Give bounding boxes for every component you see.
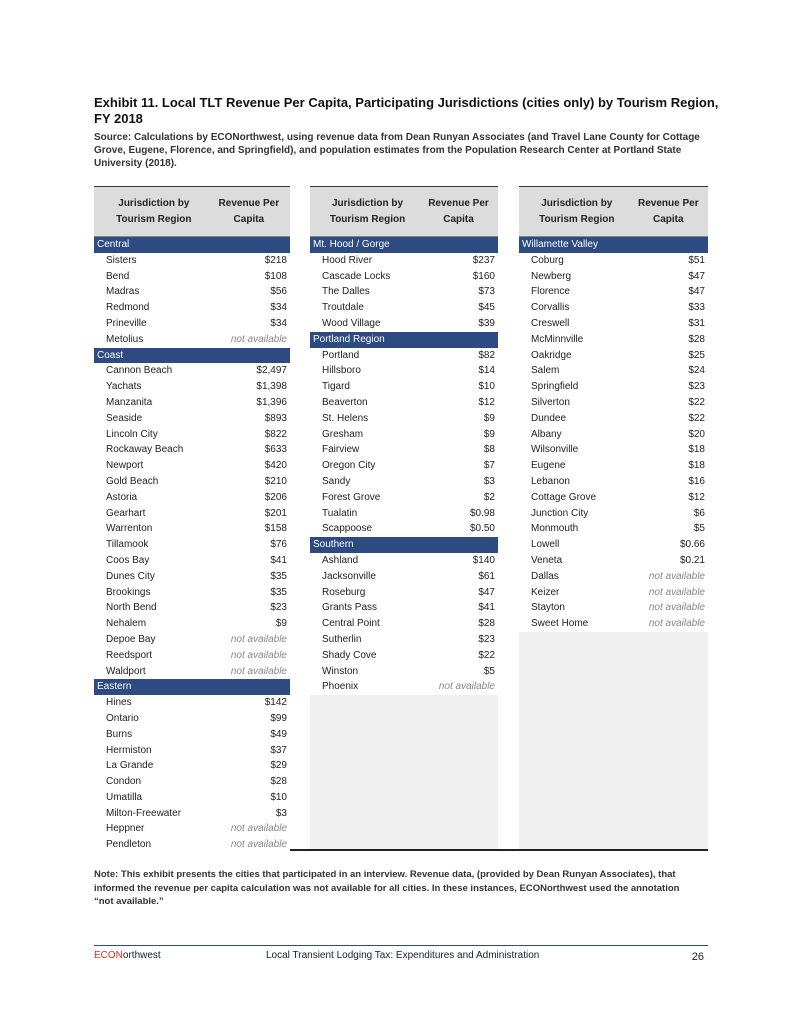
revenue-value: $8 (483, 444, 495, 456)
table-row (310, 664, 498, 680)
table-row (94, 585, 290, 601)
city-name: Gearhart (106, 507, 146, 519)
table-row (310, 490, 498, 506)
table-row (310, 458, 498, 474)
city-name: Milton-Freewater (106, 807, 182, 819)
city-name: Creswell (531, 317, 570, 329)
city-name: Tigard (322, 381, 350, 393)
revenue-value: $210 (264, 475, 287, 487)
revenue-value: $5 (693, 523, 705, 535)
table-row (94, 616, 290, 632)
table-row (519, 411, 708, 427)
header-revenue: Revenue Per Capita (638, 197, 699, 225)
revenue-value: not available (230, 839, 287, 851)
revenue-value: $61 (478, 570, 495, 582)
revenue-value: $9 (483, 428, 495, 440)
revenue-value: $41 (270, 554, 287, 566)
table-row (310, 679, 498, 695)
revenue-value: $35 (270, 586, 287, 598)
revenue-value: $20 (688, 428, 705, 440)
table-row (310, 427, 498, 443)
table-row (94, 774, 290, 790)
city-name: Newport (106, 460, 144, 472)
revenue-value: $49 (270, 728, 287, 740)
table-row (94, 427, 290, 443)
table-row (519, 253, 708, 269)
city-name: Brookings (106, 586, 151, 598)
revenue-value: $33 (688, 302, 705, 314)
city-name: Albany (531, 428, 562, 440)
revenue-value: $47 (478, 586, 495, 598)
table-row (310, 521, 498, 537)
document-title: Local Transient Lodging Tax: Expenditures and Administration (266, 950, 540, 961)
revenue-value: $0.50 (469, 523, 495, 535)
table-row (94, 332, 290, 348)
table-row (310, 253, 498, 269)
revenue-value: $5 (483, 665, 495, 677)
city-name: St. Helens (322, 412, 369, 424)
revenue-value: $76 (270, 539, 287, 551)
table-row (94, 600, 290, 616)
city-name: Hines (106, 697, 132, 709)
revenue-value: $29 (270, 760, 287, 772)
table-row (519, 300, 708, 316)
revenue-value: $25 (688, 349, 705, 361)
table-row (519, 553, 708, 569)
header-jurisdiction: Jurisdiction by Tourism Region (539, 197, 615, 225)
table-row (94, 521, 290, 537)
revenue-value: not available (230, 333, 287, 345)
column-body (94, 237, 290, 853)
city-name: Burns (106, 728, 133, 740)
city-name: Ontario (106, 712, 139, 724)
city-name: Waldport (106, 665, 146, 677)
revenue-value: $1,398 (256, 381, 287, 393)
table-row (519, 379, 708, 395)
table-row (94, 806, 290, 822)
table-row (94, 253, 290, 269)
revenue-value: $34 (270, 317, 287, 329)
revenue-value: $24 (688, 365, 705, 377)
table-row (519, 332, 708, 348)
revenue-value: $10 (478, 381, 495, 393)
city-name: Roseburg (322, 586, 366, 598)
city-name: Wilsonville (531, 444, 579, 456)
table-row (310, 395, 498, 411)
revenue-value: $56 (270, 286, 287, 298)
revenue-value: $10 (270, 791, 287, 803)
city-name: Forest Grove (322, 491, 381, 503)
city-name: Fairview (322, 444, 360, 456)
revenue-value: $23 (688, 381, 705, 393)
table-row (94, 553, 290, 569)
city-name: Tillamook (106, 539, 149, 551)
table-row (94, 379, 290, 395)
table-row (519, 284, 708, 300)
region-header: Willamette Valley (519, 237, 708, 253)
revenue-value: $16 (688, 475, 705, 487)
table-row (310, 284, 498, 300)
revenue-value: $34 (270, 302, 287, 314)
table-row (519, 363, 708, 379)
revenue-value: $23 (478, 633, 495, 645)
header-jurisdiction: Jurisdiction by Tourism Region (116, 197, 192, 225)
city-name: Redmond (106, 302, 150, 314)
table-row (519, 569, 708, 585)
table-row (310, 648, 498, 664)
revenue-value: not available (230, 633, 287, 645)
city-name: Bend (106, 270, 130, 282)
revenue-value: $31 (688, 317, 705, 329)
page-footer (94, 945, 708, 969)
table-row (310, 442, 498, 458)
revenue-value: $22 (478, 649, 495, 661)
city-name: North Bend (106, 602, 157, 614)
table-row (310, 506, 498, 522)
table-row (94, 758, 290, 774)
city-name: Sutherlin (322, 633, 362, 645)
city-name: Cottage Grove (531, 491, 597, 503)
table-row (94, 727, 290, 743)
city-name: McMinnville (531, 333, 584, 345)
revenue-value: not available (230, 823, 287, 835)
city-name: Reedsport (106, 649, 153, 661)
revenue-value: $1,396 (256, 396, 287, 408)
table-row (519, 537, 708, 553)
revenue-value: $12 (478, 396, 495, 408)
city-name: Hillsboro (322, 365, 361, 377)
header-revenue: Revenue Per Capita (218, 197, 280, 225)
table-row (94, 743, 290, 759)
revenue-value: $28 (478, 618, 495, 630)
city-name: Grants Pass (322, 602, 378, 614)
table-row (94, 821, 290, 837)
city-name: Cascade Locks (322, 270, 391, 282)
table-row (519, 616, 708, 632)
revenue-value: $12 (688, 491, 705, 503)
city-name: Lincoln City (106, 428, 158, 440)
table-row (94, 284, 290, 300)
table-row (94, 837, 290, 853)
city-name: Jacksonville (322, 570, 376, 582)
revenue-value: $218 (264, 254, 287, 266)
table-row (519, 521, 708, 537)
revenue-value: $28 (688, 333, 705, 345)
city-name: Dunes City (106, 570, 155, 582)
header-revenue: Revenue Per Capita (428, 197, 489, 225)
table-row (94, 632, 290, 648)
table-row (519, 458, 708, 474)
city-name: Wood Village (322, 317, 381, 329)
revenue-value: not available (230, 665, 287, 677)
revenue-value: $23 (270, 602, 287, 614)
revenue-value: $633 (264, 444, 287, 456)
city-name: Gold Beach (106, 475, 159, 487)
city-name: Sweet Home (531, 618, 589, 630)
city-name: Springfield (531, 381, 579, 393)
city-name: Madras (106, 286, 140, 298)
table-row (310, 616, 498, 632)
table-row (310, 474, 498, 490)
table-row (94, 664, 290, 680)
city-name: Ashland (322, 554, 359, 566)
revenue-value: $47 (688, 270, 705, 282)
revenue-value: $158 (264, 523, 287, 535)
revenue-value: $14 (478, 365, 495, 377)
city-name: Seaside (106, 412, 143, 424)
city-name: Prineville (106, 317, 147, 329)
revenue-value: $6 (693, 507, 705, 519)
revenue-value: not available (648, 602, 705, 614)
table-row (94, 648, 290, 664)
table-column-3 (519, 186, 708, 849)
table-row (94, 269, 290, 285)
revenue-value: $9 (483, 412, 495, 424)
revenue-value: $0.66 (679, 539, 705, 551)
revenue-value: $35 (270, 570, 287, 582)
city-name: Scappoose (322, 523, 373, 535)
city-name: Shady Cove (322, 649, 377, 661)
city-name: Coos Bay (106, 554, 150, 566)
city-name: Portland (322, 349, 360, 361)
city-name: Metolius (106, 333, 144, 345)
revenue-value: $39 (478, 317, 495, 329)
table-row (94, 458, 290, 474)
table-row (94, 490, 290, 506)
table-row (519, 269, 708, 285)
city-name: Dundee (531, 412, 567, 424)
table-row (94, 711, 290, 727)
table-row (519, 442, 708, 458)
table-row (519, 585, 708, 601)
revenue-value: $206 (264, 491, 287, 503)
table-row (94, 300, 290, 316)
city-name: Stayton (531, 602, 565, 614)
city-name: Corvallis (531, 302, 570, 314)
revenue-value: $160 (472, 270, 495, 282)
revenue-value: $0.98 (469, 507, 495, 519)
table-row (519, 348, 708, 364)
city-name: Coburg (531, 254, 564, 266)
region-header: Central (94, 237, 290, 253)
revenue-value: $822 (264, 428, 287, 440)
table-row (94, 363, 290, 379)
city-name: The Dalles (322, 286, 370, 298)
table-row (519, 316, 708, 332)
city-name: Warrenton (106, 523, 153, 535)
revenue-value: $201 (264, 507, 287, 519)
revenue-value: not available (648, 586, 705, 598)
table-row (94, 316, 290, 332)
revenue-value: $51 (688, 254, 705, 266)
table-row (310, 600, 498, 616)
city-name: Tualatin (322, 507, 358, 519)
revenue-value: $108 (264, 270, 287, 282)
city-name: Eugene (531, 460, 566, 472)
revenue-value: $140 (472, 554, 495, 566)
table-row (94, 395, 290, 411)
table-row (519, 427, 708, 443)
revenue-value: $22 (688, 396, 705, 408)
exhibit-title: Exhibit 11. Local TLT Revenue Per Capita, Participating Jurisdictions (cities only) by Tourism Region, FY 2018 (94, 95, 719, 126)
revenue-value: $9 (275, 618, 287, 630)
table-row (94, 474, 290, 490)
city-name: Lowell (531, 539, 560, 551)
table-row (310, 363, 498, 379)
region-header: Portland Region (310, 332, 498, 348)
city-name: Phoenix (322, 681, 359, 693)
table-row (94, 442, 290, 458)
revenue-value: $41 (478, 602, 495, 614)
city-name: Sisters (106, 254, 137, 266)
table-row (94, 569, 290, 585)
revenue-value: $45 (478, 302, 495, 314)
city-name: Junction City (531, 507, 589, 519)
region-header: Coast (94, 348, 290, 364)
city-name: Winston (322, 665, 359, 677)
revenue-value: $99 (270, 712, 287, 724)
column-body (519, 237, 708, 632)
city-name: Central Point (322, 618, 380, 630)
city-name: Silverton (531, 396, 570, 408)
city-name: Keizer (531, 586, 560, 598)
city-name: Hood River (322, 254, 373, 266)
city-name: Gresham (322, 428, 364, 440)
column-header (94, 187, 290, 237)
city-name: Oakridge (531, 349, 572, 361)
column-header (519, 187, 708, 237)
table-row (310, 553, 498, 569)
revenue-value: $2,497 (256, 365, 287, 377)
table-row (519, 490, 708, 506)
city-name: Pendleton (106, 839, 152, 851)
table-row (310, 569, 498, 585)
region-header: Mt. Hood / Gorge (310, 237, 498, 253)
region-header: Eastern (94, 679, 290, 695)
table-row (310, 585, 498, 601)
table-row (310, 632, 498, 648)
table-row (519, 506, 708, 522)
table-row (310, 316, 498, 332)
revenue-value: $3 (275, 807, 287, 819)
revenue-value: $142 (264, 697, 287, 709)
city-name: La Grande (106, 760, 154, 772)
revenue-value: $7 (483, 460, 495, 472)
city-name: Depoe Bay (106, 633, 156, 645)
revenue-value: $37 (270, 744, 287, 756)
table-row (94, 411, 290, 427)
city-name: Beaverton (322, 396, 368, 408)
revenue-value: $2 (483, 491, 495, 503)
table-row (310, 379, 498, 395)
note-text: Note: This exhibit presents the cities that participated in an interview. Revenue data, (provided by Dean Runyan Associates), that informed the revenue per capita calculation was not available for all cities. In these instances, ECONorthwest used the annotation “not available.” (94, 869, 680, 907)
revenue-value: not available (438, 681, 495, 693)
city-name: Heppner (106, 823, 145, 835)
city-name: Newberg (531, 270, 572, 282)
region-header: Southern (310, 537, 498, 553)
revenue-value: $28 (270, 776, 287, 788)
city-name: Astoria (106, 491, 138, 503)
table-row (94, 537, 290, 553)
city-name: Yachats (106, 381, 142, 393)
city-name: Lebanon (531, 475, 570, 487)
table-row (94, 695, 290, 711)
city-name: Salem (531, 365, 560, 377)
revenue-value: $0.21 (679, 554, 705, 566)
table-row (94, 790, 290, 806)
table-column-2 (310, 186, 498, 849)
revenue-value: $18 (688, 444, 705, 456)
revenue-value: not available (230, 649, 287, 661)
city-name: Dallas (531, 570, 559, 582)
header-jurisdiction: Jurisdiction by Tourism Region (329, 197, 406, 225)
table-row (310, 348, 498, 364)
city-name: Monmouth (531, 523, 579, 535)
revenue-value: not available (648, 618, 705, 630)
revenue-value: $47 (688, 286, 705, 298)
table-row (310, 411, 498, 427)
city-name: Cannon Beach (106, 365, 173, 377)
table-row (310, 269, 498, 285)
revenue-value: $237 (472, 254, 495, 266)
column-header (310, 187, 498, 237)
city-name: Veneta (531, 554, 563, 566)
city-name: Umatilla (106, 791, 143, 803)
city-name: Nehalem (106, 618, 147, 630)
revenue-value: not available (648, 570, 705, 582)
column-body (310, 237, 498, 695)
table-row (519, 474, 708, 490)
revenue-value: $73 (478, 286, 495, 298)
revenue-value: $420 (264, 460, 287, 472)
table-row (310, 300, 498, 316)
revenue-value: $3 (483, 475, 495, 487)
city-name: Sandy (322, 475, 351, 487)
city-name: Oregon City (322, 460, 376, 472)
brand-suffix: orthwest (122, 950, 161, 961)
revenue-value: $893 (264, 412, 287, 424)
table-row (519, 395, 708, 411)
city-name: Rockaway Beach (106, 444, 184, 456)
table-row (519, 600, 708, 616)
table-column-1 (94, 186, 290, 849)
city-name: Condon (106, 776, 142, 788)
brand-prefix: ECON (94, 950, 123, 961)
revenue-tables (94, 186, 708, 851)
city-name: Hermiston (106, 744, 152, 756)
revenue-value: $22 (688, 412, 705, 424)
page-number: 26 (691, 951, 704, 963)
revenue-value: $18 (688, 460, 705, 472)
revenue-value: $82 (478, 349, 495, 361)
brand-logo (94, 950, 161, 961)
table-row (94, 506, 290, 522)
city-name: Florence (531, 286, 570, 298)
city-name: Troutdale (322, 302, 364, 314)
source-text: Source: Calculations by ECONorthwest, using revenue data from Dean Runyan Associates (and Travel Lane County for Cottage Grove, Eugene, Florence, and Springfield), and population estimates from the Population Research Center at Portland State University (2018). (94, 132, 700, 169)
city-name: Manzanita (106, 396, 153, 408)
